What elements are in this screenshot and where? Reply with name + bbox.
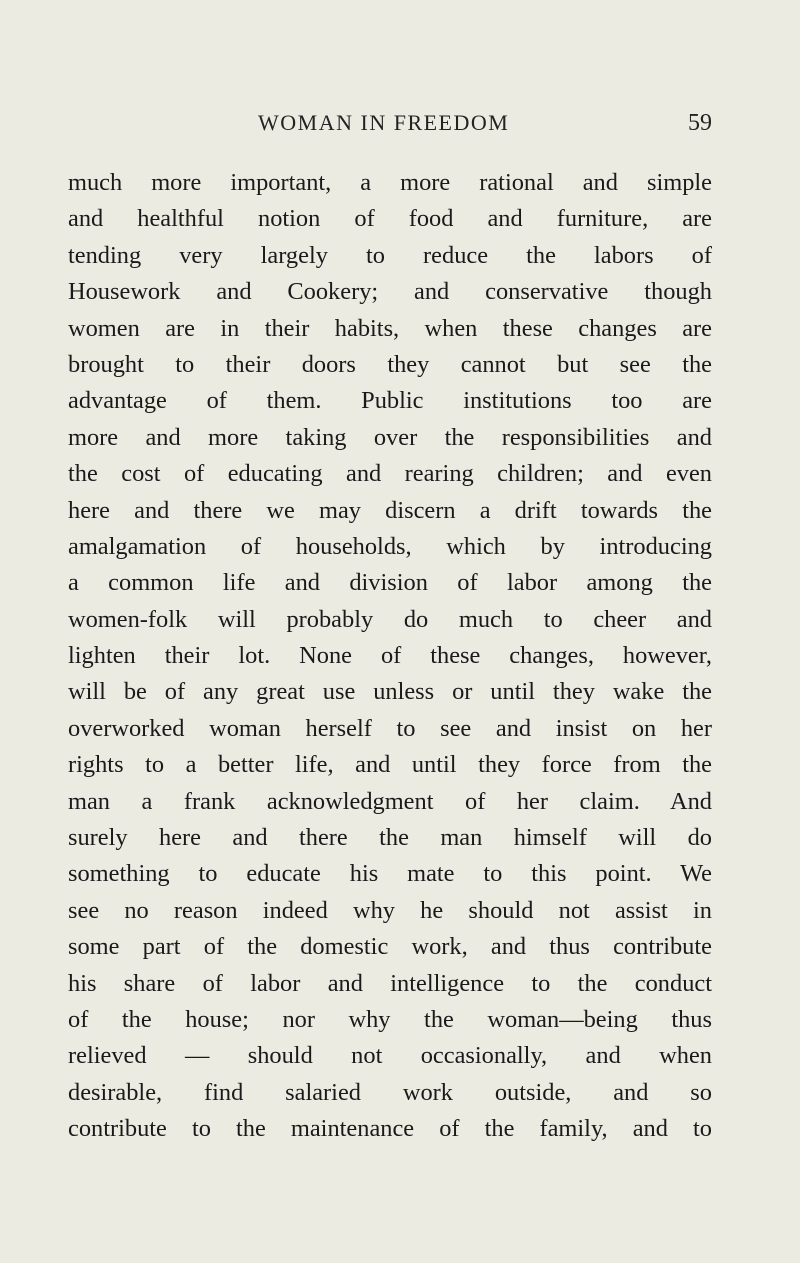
text-line: the cost of educating and rearing children; and even [68, 460, 712, 488]
text-line: man a frank acknowledgment of her claim. And [68, 787, 712, 815]
text-line: more and more taking over the responsibilities and [68, 423, 712, 451]
text-line: here and there we may discern a drift towards the [68, 496, 712, 524]
text-line: brought to their doors they cannot but see the [68, 350, 712, 378]
text-line: advantage of them. Public institutions too are [68, 387, 712, 415]
page-header [0, 110, 800, 142]
text-line: desirable, find salaried work outside, and so [68, 1078, 712, 1106]
text-line: surely here and there the man himself will do [68, 824, 712, 852]
text-line: tending very largely to reduce the labors of [68, 241, 712, 269]
text-line: and healthful notion of food and furniture, are [68, 205, 712, 233]
text-line: will be of any great use unless or until they wake the [68, 678, 712, 706]
body-text [68, 165, 712, 1148]
text-line: women are in their habits, when these changes are [68, 314, 712, 342]
text-line: see no reason indeed why he should not assist in [68, 896, 712, 924]
text-line: some part of the domestic work, and thus contribute [68, 933, 712, 961]
text-line: of the house; nor why the woman—being thus [68, 1005, 712, 1033]
page-number: 59 [688, 110, 712, 136]
text-line: contribute to the maintenance of the family, and to [68, 1115, 712, 1143]
text-line: Housework and Cookery; and conservative though [68, 278, 712, 306]
text-line: amalgamation of households, which by introducing [68, 532, 712, 560]
text-line: lighten their lot. None of these changes, however, [68, 642, 712, 670]
text-line: rights to a better life, and until they force from the [68, 751, 712, 779]
text-line: something to educate his mate to this point. We [68, 860, 712, 888]
text-line: relieved — should not occasionally, and when [68, 1042, 712, 1070]
text-line: a common life and division of labor among the [68, 569, 712, 597]
text-line: much more important, a more rational and simple [68, 169, 712, 196]
running-head: WOMAN IN FREEDOM [258, 110, 510, 135]
text-line: his share of labor and intelligence to the conduct [68, 969, 712, 997]
text-line: women-folk will probably do much to cheer and [68, 605, 712, 633]
text-line: overworked woman herself to see and insist on her [68, 714, 712, 742]
